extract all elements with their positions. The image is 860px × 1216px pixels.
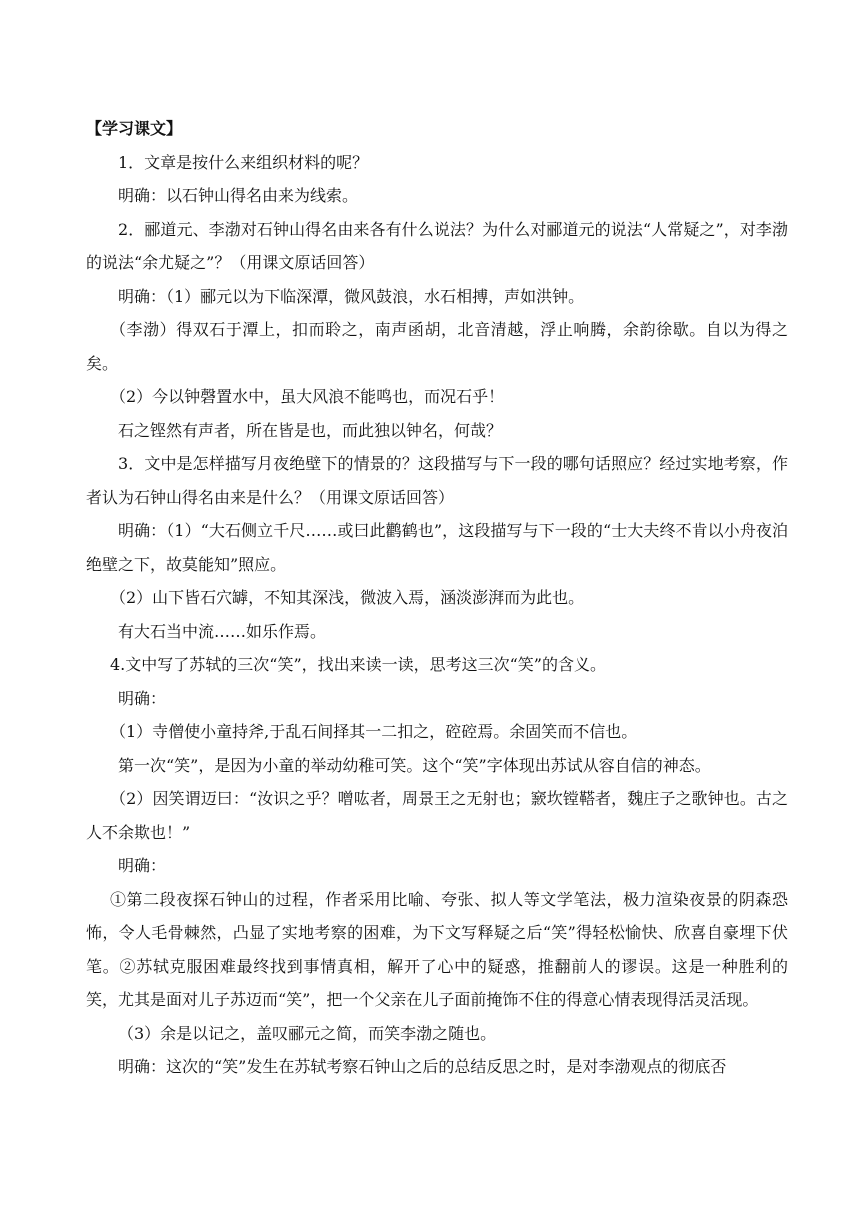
answer-4-label: 明确： xyxy=(118,688,167,708)
document-page xyxy=(86,112,788,1084)
question-3: 3．文中是怎样描写月夜绝壁下的情景的？这段描写与下一段的哪句话照应？经过实地考察，作者认为石钟山得名由来是什么？（用课文原话回答） xyxy=(86,454,788,507)
question-2: 2．郦道元、李渤对石钟山得名由来各有什么说法？为什么对郦道元的说法“人常疑之”，对李渤的说法“余尤疑之”？（用课文原话回答） xyxy=(86,219,788,272)
answer-2-libo: （李渤）得双石于潭上，扣而聆之，南声函胡，北音清越，浮止响腾，余韵徐歇。自以为得之矣。 xyxy=(86,320,788,373)
laugh-1-quote: （1）寺僧使小童持斧,于乱石间择其一二扣之，硿硿焉。余固笑而不信也。 xyxy=(110,722,638,741)
laugh-3-explanation: 明确：这次的“笑”发生在苏轼考察石钟山之后的总结反思之时，是对李渤观点的彻底否 xyxy=(118,1057,727,1076)
laugh-2-quote: （2）因笑谓迈曰：“汝识之乎？噌吰者，周景王之无射也；窾坎镗鞳者，魏庄子之歌钟也。古之人不余欺也！” xyxy=(86,789,788,842)
answer-2-part-1: 明确：（1）郦元以为下临深潭，微风鼓浪，水石相搏，声如洪钟。 xyxy=(118,286,585,306)
answer-2-quote: 石之铿然有声者，所在皆是也，而此独以钟名，何哉？ xyxy=(118,420,503,440)
question-1: 1．文章是按什么来组织材料的呢？ xyxy=(118,152,369,172)
answer-3-part-2: （2）山下皆石穴罅，不知其深浅，微波入焉，涵淡澎湃而为此也。 xyxy=(110,588,585,607)
answer-4b-label: 明确： xyxy=(118,856,167,875)
laugh-1-explanation: 第一次“笑”，是因为小童的举动幼稚可笑。这个“笑”字体现出苏试从容自信的神态。 xyxy=(118,755,711,775)
answer-2-part-2: （2）今以钟磬置水中，虽大风浪不能鸣也，而况石乎！ xyxy=(110,387,505,406)
answer-1: 明确：以石钟山得名由来为线索。 xyxy=(118,186,359,205)
laugh-2-explanation: ①第二段夜探石钟山的过程，作者采用比喻、夸张、拟人等文学笔法，极力渲染夜景的阴森恐怖，令人毛骨棘然，凸显了实地考察的困难，为下文写释疑之后“笑”得轻松愉快、欣喜自豪埋下伏笔。②苏轼克服困难最终找到事情真相，解开了心中的疑惑，推翻前人的谬误。这是一种胜利的笑，尤其是面对儿子苏迈而“笑”，把一个父亲在儿子面前掩饰不住的得意心情表现得活灵活现。 xyxy=(86,889,788,1009)
answer-3-quote: 有大石当中流……如乐作焉。 xyxy=(118,621,327,641)
answer-3-part-1: 明确：（1）“大石侧立千尺……或曰此鹳鹤也”，这段描写与下一段的“士大夫终不肯以小舟夜泊绝壁之下，故莫能知”照应。 xyxy=(86,521,788,574)
laugh-3-quote: （3）余是以记之，盖叹郦元之简，而笑李渤之随也。 xyxy=(118,1023,497,1043)
section-heading: 【学习课文】 xyxy=(86,119,183,138)
question-4: 4.文中写了苏轼的三次“笑”，找出来读一读，思考这三次“笑”的含义。 xyxy=(110,655,606,674)
